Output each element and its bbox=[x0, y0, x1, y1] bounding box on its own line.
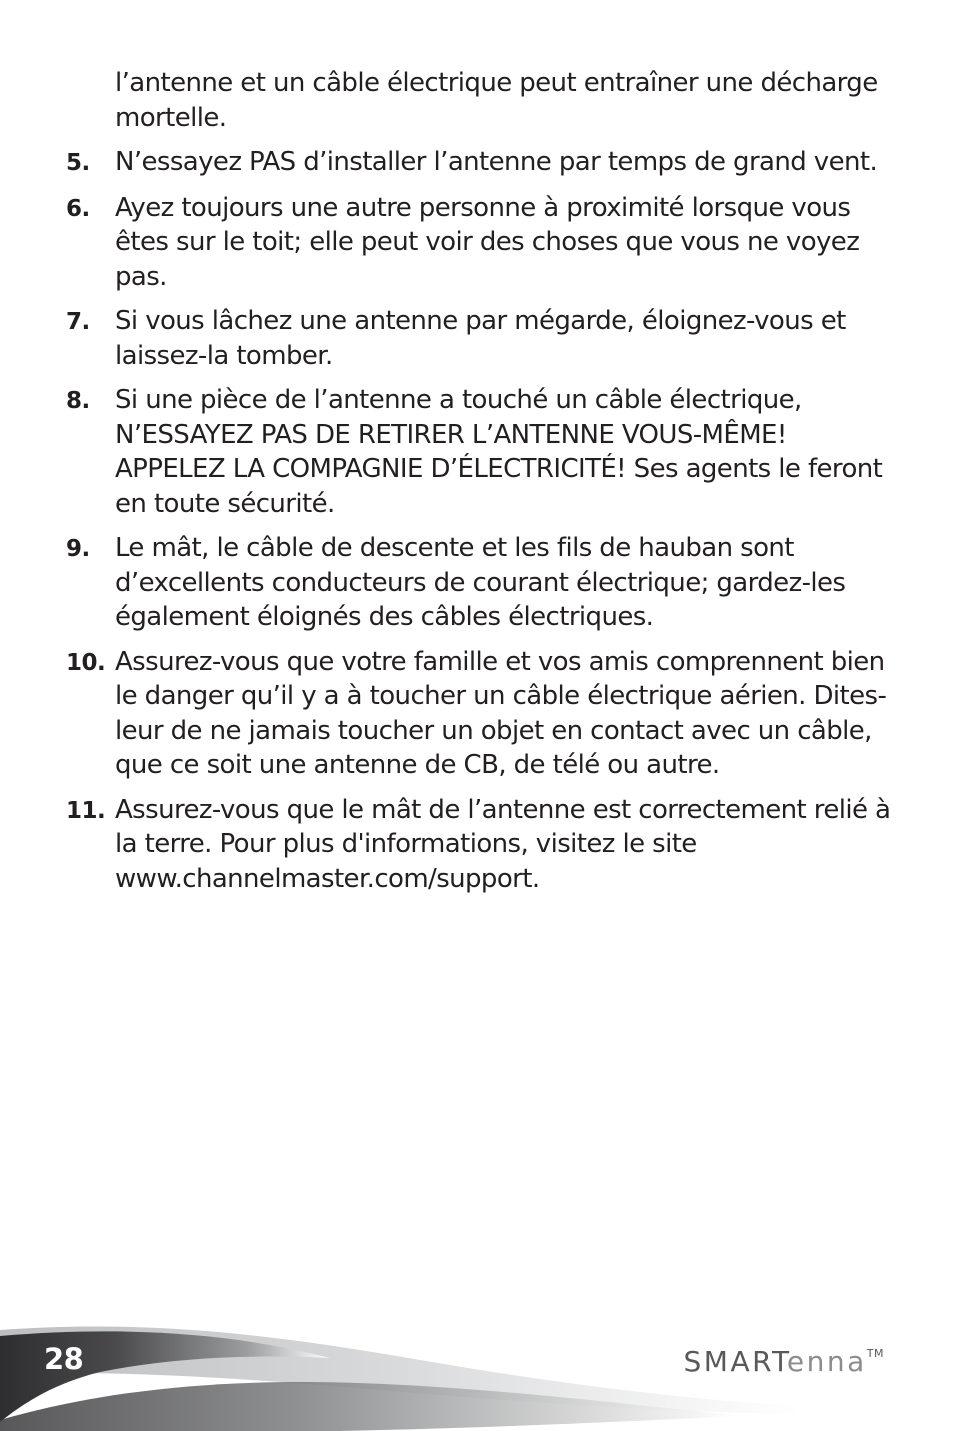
trademark-symbol: TM bbox=[866, 1347, 884, 1360]
item-text: Ayez toujours une autre personne à proximité lorsque vous êtes sur le toit; elle peut voir des choses que vous ne voyez pas. bbox=[115, 192, 860, 292]
swoosh-bottom-band bbox=[0, 1382, 740, 1431]
list-item bbox=[66, 191, 896, 295]
list-item bbox=[66, 145, 896, 181]
item-number: 6. bbox=[66, 195, 90, 222]
item-text: Assurez-vous que le mât de l’antenne est correctement relié à la terre. Pour plus d'informations, visitez le site www.channelmaster.com/support. bbox=[115, 794, 891, 894]
item-number: 11. bbox=[66, 797, 106, 824]
item-number: 5. bbox=[66, 150, 90, 176]
item-text: Si vous lâchez une antenne par mégarde, éloignez-vous et laissez-la tomber. bbox=[115, 306, 846, 371]
item-text: N’essayez PAS d’installer l’antenne par temps de grand vent. bbox=[115, 147, 878, 177]
item-number: 8. bbox=[66, 388, 90, 414]
continuation-text: l’antenne et un câble électrique peut entraîner une décharge mortelle. bbox=[115, 68, 878, 133]
page-number: 28 bbox=[44, 1342, 84, 1376]
list-item bbox=[66, 531, 896, 635]
item-text: Le mât, le câble de descente et les fils de hauban sont d’excellents conducteurs de courant électrique; gardez-les également éloignés des câbles électriques. bbox=[115, 533, 846, 632]
brand-logo bbox=[684, 1345, 884, 1378]
item-number: 10. bbox=[66, 649, 106, 676]
item-text: Assurez-vous que votre famille et vos amis comprennent bien le danger qu’il y a à toucher un câble électrique aérien. Dites-leur de ne jamais toucher un objet en contact avec un câble, que ce soit une antenne de CB, de télé ou autre. bbox=[115, 646, 887, 780]
list-item bbox=[66, 383, 896, 521]
list-item bbox=[66, 793, 896, 897]
item-text: Si une pièce de l’antenne a touché un câble électrique, N’ESSAYEZ PAS DE RETIRER L’ANTENNE VOUS-MÊME! APPELEZ LA COMPAGNIE D’ÉLECTRICITÉ! Ses agents le feront en toute sécurité. bbox=[115, 385, 883, 519]
brand-name-light: enna bbox=[786, 1345, 867, 1378]
safety-instructions-list bbox=[66, 66, 896, 906]
list-item bbox=[66, 645, 896, 783]
item-number: 9. bbox=[66, 536, 90, 562]
list-item bbox=[66, 304, 896, 373]
item-number: 7. bbox=[66, 309, 90, 335]
brand-name-strong: SMART bbox=[683, 1345, 787, 1378]
